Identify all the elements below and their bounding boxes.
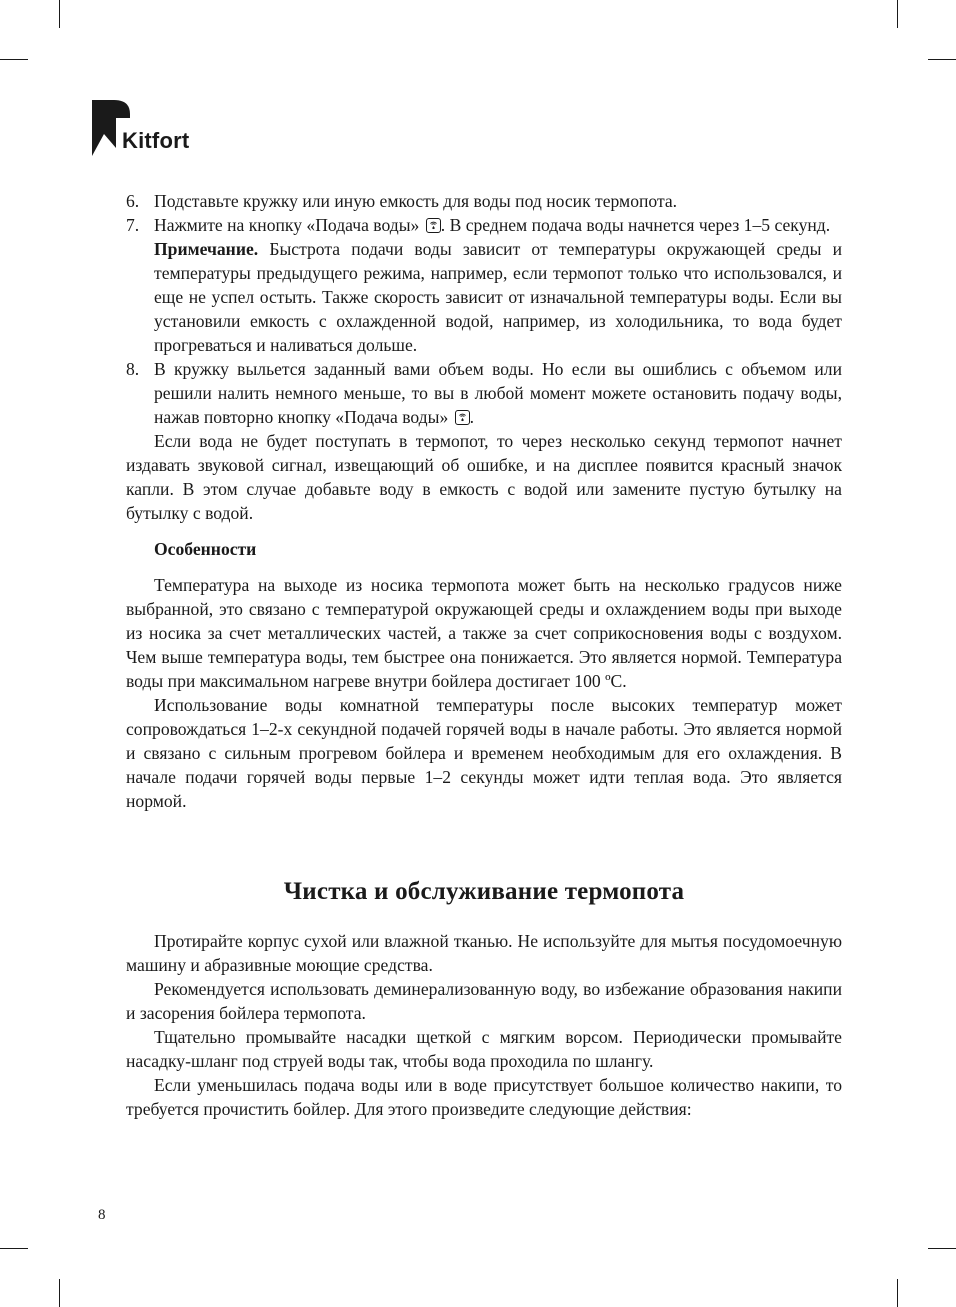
cleaning-paragraph: Рекомендуется использовать деминерализованную воду, во избежание образования накипи и засорения бойлера термопота. <box>126 979 842 1023</box>
crop-mark-top-right-vertical <box>897 0 898 28</box>
water-dispense-button-icon <box>455 410 470 425</box>
list-text-after-icon: . <box>469 407 475 427</box>
cleaning-paragraph: Тщательно промывайте насадки щеткой с мягким ворсом. Периодически промывайте насадку-шланг под струей воды так, чтобы вода проходила по шлангу. <box>126 1027 842 1071</box>
features-paragraph: Температура на выходе из носика термопота может быть на несколько градусов ниже выбранной, это связано с температурой окружающей среды и охлаждением воды при выходе из носика за счет металлических частей, а также за счет соприкосновения воды с воздухом. Чем выше температура воды, тем быстрее она понижается. Это является нормой. Температура воды при максимальном нагреве внутри бойлера достигает 100 ºС. <box>126 575 842 691</box>
crop-mark-top-left-horizontal <box>0 59 28 60</box>
list-text-after-icon: . В среднем подача воды начнется через 1–5 секунд. <box>440 215 831 235</box>
list-number: 8. <box>126 359 140 379</box>
list-text-before-icon: В кружку выльется заданный вами объем воды. Но если вы ошиблись с объемом или решили налить немного меньше, то вы в любой момент можете остановить подачу воды, нажав повторно кнопку «Подача воды» <box>154 359 842 427</box>
page-content <box>126 189 842 1121</box>
crop-mark-bottom-right-horizontal <box>928 1248 956 1249</box>
features-paragraph: Использование воды комнатной температуры после высоких температур может сопровождаться 1–2-х секундной подачей горячей воды в начале работы. Это является нормой и связано с сильным прогревом бойлера и временем необходимым для его охлаждения. В начале подачи горячей воды первые 1–2 секунды может идти теплая вода. Это является нормой. <box>126 695 842 811</box>
list-item-7 <box>126 213 842 237</box>
page-number: 8 <box>98 1207 106 1223</box>
note-text: Быстрота подачи воды зависит от температуры окружающей среды и температуры предыдущего режима, например, если термопот только что использовался, и еще не успел остыть. Также скорость зависит от изначальной температуры воды. Если вы установили емкость с охлажденной водой, например, из холодильника, то вода будет прогреваться и наливаться дольше. <box>154 239 842 355</box>
cleaning-paragraph: Если уменьшилась подача воды или в воде присутствует большое количество накипи, то требуется прочистить бойлер. Для этого произведите следующие действия: <box>126 1075 842 1119</box>
list-number: 7. <box>126 215 140 235</box>
list-number: 6. <box>126 191 140 211</box>
crop-mark-top-right-horizontal <box>928 59 956 60</box>
list-text: Подставьте кружку или иную емкость для воды под носик термопота. <box>154 191 678 211</box>
list-text-before-icon: Нажмите на кнопку «Подача воды» <box>154 215 420 235</box>
no-water-paragraph: Если вода не будет поступать в термопот, то через несколько секунд термопот начнет издавать звуковой сигнал, извещающий об ошибке, и на дисплее появится красный значок капли. В этом случае добавьте воду в емкость с водой или замените пустую бутылку на бутылку с водой. <box>126 431 842 523</box>
features-heading: Особенности <box>154 539 257 559</box>
cleaning-paragraph: Протирайте корпус сухой или влажной тканью. Не используйте для мытья посудомоечную машину и абразивные моющие средства. <box>126 931 842 975</box>
crop-mark-bottom-left-horizontal <box>0 1248 28 1249</box>
crop-mark-bottom-right-vertical <box>897 1279 898 1307</box>
note-label: Примечание. <box>154 239 259 259</box>
crop-mark-top-left-vertical <box>59 0 60 28</box>
list-item-8 <box>126 357 842 429</box>
note-paragraph <box>126 237 842 357</box>
list-item-6 <box>126 189 842 213</box>
section-title: Чистка и обслуживание термопота <box>283 878 685 905</box>
crop-mark-bottom-left-vertical <box>59 1279 60 1307</box>
water-dispense-button-icon <box>426 218 441 233</box>
brand-name: Kitfort <box>122 128 190 153</box>
brand-logo <box>92 100 212 156</box>
